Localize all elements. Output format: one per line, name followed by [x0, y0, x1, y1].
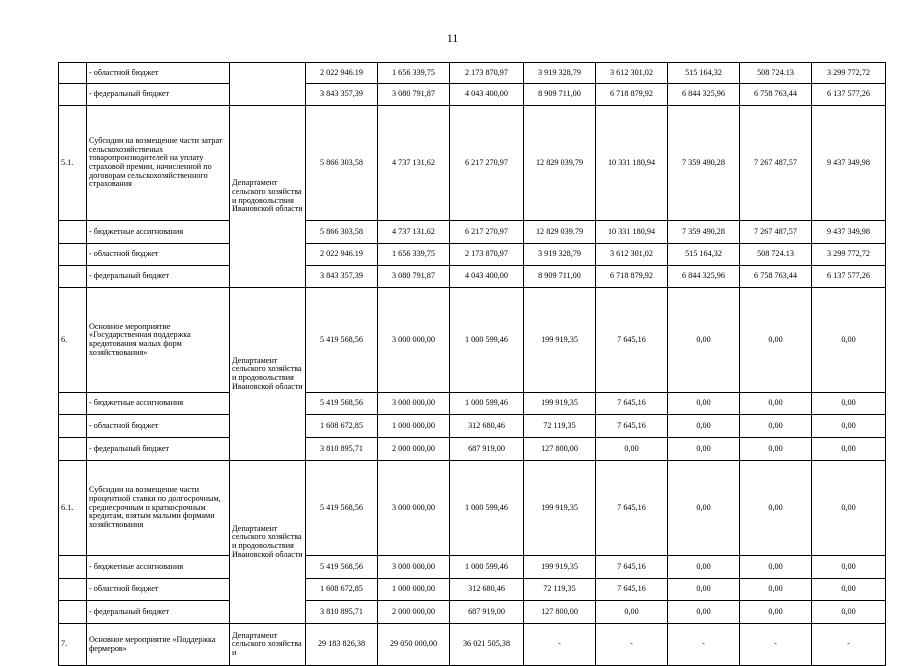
value-cell: 0,00 [668, 461, 740, 556]
value-cell: 3 000 000,00 [378, 288, 450, 393]
value-cell: 1 608 672,85 [306, 579, 378, 601]
table-row [59, 84, 886, 106]
value-cell: 7 267 487,57 [740, 106, 812, 221]
value-cell: 0,00 [740, 556, 812, 579]
value-cell: 5 419 568,56 [306, 288, 378, 393]
value-cell: 3 080 791,87 [378, 84, 450, 106]
row-name: - областной бюджет [87, 63, 230, 84]
table-row [59, 415, 886, 438]
value-cell: 0,00 [812, 438, 886, 461]
row-index [59, 266, 87, 288]
value-cell: 3 810 895,71 [306, 601, 378, 624]
value-cell: 6 217 270,97 [450, 106, 524, 221]
value-cell: 0,00 [740, 288, 812, 393]
value-cell: 1 608 672,85 [306, 415, 378, 438]
value-cell: 0,00 [740, 461, 812, 556]
value-cell: 0,00 [812, 288, 886, 393]
value-cell: 0,00 [668, 393, 740, 415]
row-name: - областной бюджет [87, 415, 230, 438]
value-cell: 3 299 772,72 [812, 63, 886, 84]
value-cell: - [524, 624, 596, 666]
value-cell: 515 164,32 [668, 63, 740, 84]
value-cell: 7 645,16 [596, 461, 668, 556]
value-cell: 6 844 325,96 [668, 84, 740, 106]
page-number: 11 [446, 31, 459, 45]
value-cell: - [668, 624, 740, 666]
value-cell: 3 919 328,79 [524, 63, 596, 84]
table-row [59, 579, 886, 601]
row-index [59, 579, 87, 601]
value-cell: 0,00 [668, 288, 740, 393]
executor-cell: Департамент сельского хозяйства и [230, 624, 306, 666]
value-cell: 0,00 [668, 415, 740, 438]
value-cell: 72 119,35 [524, 579, 596, 601]
value-cell: 687 919,00 [450, 601, 524, 624]
value-cell: 3 000 000,00 [378, 556, 450, 579]
value-cell: 6 217 270,97 [450, 221, 524, 244]
value-cell: 8 909 711,00 [524, 266, 596, 288]
row-name: Субсидии на возмещение части процентной ставки по долгосрочным, среднесрочным и краткосрочным кредитам, взятым малыми формами хозяйствования [87, 461, 230, 556]
value-cell: 3 612 301,02 [596, 244, 668, 266]
value-cell: 0,00 [740, 393, 812, 415]
value-cell: 1 000 599,46 [450, 288, 524, 393]
value-cell: 515 164,32 [668, 244, 740, 266]
row-index: 6. [59, 288, 87, 393]
value-cell: 0,00 [668, 556, 740, 579]
value-cell: 687 919,00 [450, 438, 524, 461]
row-index [59, 244, 87, 266]
value-cell: 1 000 599,46 [450, 556, 524, 579]
row-index: 7. [59, 624, 87, 666]
executor-cell [230, 63, 306, 106]
value-cell: 508 724.13 [740, 63, 812, 84]
table-row [59, 63, 886, 84]
value-cell: 2 000 000,00 [378, 601, 450, 624]
row-index [59, 601, 87, 624]
row-name: - бюджетные ассигнования [87, 393, 230, 415]
row-name: - областной бюджет [87, 244, 230, 266]
row-index [59, 438, 87, 461]
table-row [59, 461, 886, 556]
value-cell: 6 137 577,26 [812, 84, 886, 106]
value-cell: 199 919,35 [524, 461, 596, 556]
value-cell: 3 843 357,39 [306, 84, 378, 106]
value-cell: 6 137 577,26 [812, 266, 886, 288]
row-index [59, 84, 87, 106]
value-cell: 7 645,16 [596, 579, 668, 601]
row-index: 6.1. [59, 461, 87, 556]
value-cell: 0,00 [740, 438, 812, 461]
value-cell: 10 331 180,94 [596, 221, 668, 244]
row-name: Субсидии на возмещение части затрат сельскохозяйственых товаропроизводителей на уплату страховой премии, начисленной по договорам сельскохозяйственного страхования [87, 106, 230, 221]
row-name: Основное мероприятие «Государственная поддержка кредитования малых форм хозяйствования» [87, 288, 230, 393]
executor-cell: Департамент сельского хозяйства и продовольствия Ивановской области [230, 461, 306, 624]
row-index [59, 63, 87, 84]
row-index [59, 393, 87, 415]
value-cell: 5 866 303,58 [306, 221, 378, 244]
row-name: - бюджетные ассигнования [87, 221, 230, 244]
value-cell: 2 000 000,00 [378, 438, 450, 461]
value-cell: 3 612 301,02 [596, 63, 668, 84]
table-row [59, 244, 886, 266]
value-cell: 12 829 039.79 [524, 221, 596, 244]
value-cell: 199 919,35 [524, 288, 596, 393]
value-cell: 0,00 [812, 393, 886, 415]
value-cell: 6 758 763,44 [740, 84, 812, 106]
row-name: - федеральный бюджет [87, 438, 230, 461]
value-cell: 7 359 490,28 [668, 106, 740, 221]
value-cell: 6 718 879,92 [596, 266, 668, 288]
value-cell: 127 800,00 [524, 601, 596, 624]
value-cell: 4 737 131,62 [378, 106, 450, 221]
value-cell: 72 119,35 [524, 415, 596, 438]
value-cell: 0,00 [668, 579, 740, 601]
row-name: - федеральный бюджет [87, 266, 230, 288]
table-row [59, 438, 886, 461]
row-index [59, 556, 87, 579]
value-cell: 10 331 180,94 [596, 106, 668, 221]
table-row [59, 556, 886, 579]
value-cell: 4 737 131.62 [378, 221, 450, 244]
value-cell: 3 000 000,00 [378, 393, 450, 415]
value-cell: 199 919,35 [524, 393, 596, 415]
value-cell: 127 800,00 [524, 438, 596, 461]
table-row [59, 601, 886, 624]
value-cell: 7 645,16 [596, 288, 668, 393]
value-cell: 312 680,46 [450, 415, 524, 438]
executor-cell: Департамент сельского хозяйства и продовольствия Ивановской области [230, 288, 306, 461]
value-cell: 0,00 [668, 601, 740, 624]
row-index [59, 415, 87, 438]
table-row [59, 106, 886, 221]
value-cell: 7 267 487,57 [740, 221, 812, 244]
value-cell: 7 645,16 [596, 415, 668, 438]
value-cell: 1 656 339,75 [378, 63, 450, 84]
value-cell: 0,00 [812, 601, 886, 624]
value-cell: 6 718 879,92 [596, 84, 668, 106]
value-cell: 2 173 870,97 [450, 244, 524, 266]
row-index: 5.1. [59, 106, 87, 221]
value-cell: - [812, 624, 886, 666]
value-cell: 1 656 339,75 [378, 244, 450, 266]
value-cell: 3 810 895,71 [306, 438, 378, 461]
value-cell: 0,00 [596, 438, 668, 461]
value-cell: 29 183 826,38 [306, 624, 378, 666]
value-cell: 0,00 [740, 415, 812, 438]
value-cell: 0,00 [812, 579, 886, 601]
row-name: - областной бюджет [87, 579, 230, 601]
value-cell: 9 437 349,98 [812, 106, 886, 221]
value-cell: 3 299 772,72 [812, 244, 886, 266]
budget-table [58, 62, 886, 666]
value-cell: 0,00 [740, 601, 812, 624]
value-cell: 312 680,46 [450, 579, 524, 601]
value-cell: 2 173 870,97 [450, 63, 524, 84]
value-cell: - [740, 624, 812, 666]
row-name: - федеральный бюджет [87, 84, 230, 106]
value-cell: 7 645,16 [596, 393, 668, 415]
value-cell: 5 419 568,56 [306, 461, 378, 556]
value-cell: 29 050 000,00 [378, 624, 450, 666]
value-cell: 2 022 946.19 [306, 63, 378, 84]
value-cell: 36 021 505,38 [450, 624, 524, 666]
value-cell: 7 645,16 [596, 556, 668, 579]
table-row [59, 288, 886, 393]
table-row [59, 393, 886, 415]
value-cell: 6 758 763,44 [740, 266, 812, 288]
value-cell: 0,00 [740, 579, 812, 601]
row-index [59, 221, 87, 244]
table-row [59, 624, 886, 666]
table-row [59, 221, 886, 244]
value-cell: 0,00 [668, 438, 740, 461]
value-cell: 5 866 303,58 [306, 106, 378, 221]
value-cell: 1 000 599,46 [450, 461, 524, 556]
value-cell: 0,00 [812, 556, 886, 579]
value-cell: 5 419 568,56 [306, 393, 378, 415]
value-cell: 0,00 [812, 461, 886, 556]
value-cell: 0,00 [596, 601, 668, 624]
value-cell: 0,00 [812, 415, 886, 438]
value-cell: 1 000 599,46 [450, 393, 524, 415]
row-name: Основное мероприятие «Поддержка фермеров» [87, 624, 230, 666]
executor-cell: Департамент сельского хозяйства и продовольствия Ивановской области [230, 106, 306, 288]
value-cell: 7 359 490,28 [668, 221, 740, 244]
row-name: - бюджетные ассигнования [87, 556, 230, 579]
value-cell: 4 043 400,00 [450, 266, 524, 288]
value-cell: 4 043 400,00 [450, 84, 524, 106]
value-cell: 6 844 325,96 [668, 266, 740, 288]
row-name: - федеральный бюджет [87, 601, 230, 624]
value-cell: 3 843 357,39 [306, 266, 378, 288]
value-cell: 12 829 039,79 [524, 106, 596, 221]
value-cell: 2 022 946.19 [306, 244, 378, 266]
value-cell: 5 419 568,56 [306, 556, 378, 579]
value-cell: 1 000 000,00 [378, 579, 450, 601]
value-cell: 9 437 349,98 [812, 221, 886, 244]
value-cell: 3 080 791,87 [378, 266, 450, 288]
value-cell: 8 909 711,00 [524, 84, 596, 106]
table-row [59, 266, 886, 288]
value-cell: 508 724.13 [740, 244, 812, 266]
value-cell: 1 000 000,00 [378, 415, 450, 438]
value-cell: 199 919,35 [524, 556, 596, 579]
value-cell: 3 919 328,79 [524, 244, 596, 266]
value-cell: 3 000 000,00 [378, 461, 450, 556]
value-cell: - [596, 624, 668, 666]
